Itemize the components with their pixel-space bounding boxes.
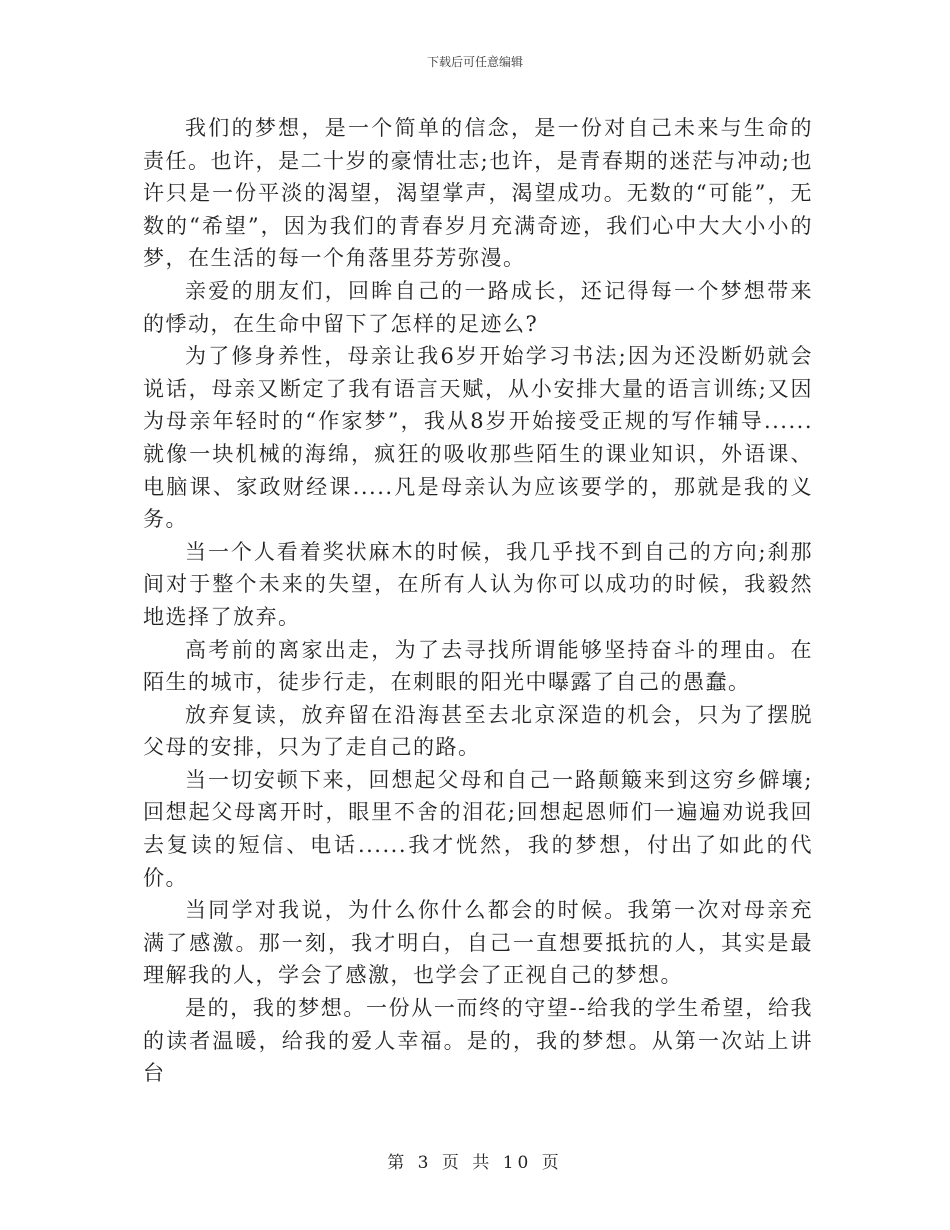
paragraph-6: 放弃复读，放弃留在沿海甚至去北京深造的机会，只为了摆脱父母的安排，只为了走自己的路。	[143, 702, 813, 760]
paragraph-2: 亲爱的朋友们，回眸自己的一路成长，还记得每一个梦想带来的悸动，在生命中留下了怎样的足迹么?	[143, 278, 813, 336]
page-number-footer: 第 3 页 共 10 页	[387, 1153, 563, 1173]
paragraph-5: 高考前的离家出走，为了去寻找所谓能够坚持奋斗的理由。在陌生的城市，徒步行走，在刺眼的阳光中曝露了自己的愚蠢。	[143, 637, 813, 695]
paragraph-7: 当一切安顿下来，回想起父母和自己一路颠簸来到这穷乡僻壤;回想起父母离开时，眼里不舍的泪花;回想起恩师们一遍遍劝说我回去复读的短信、电话......我才恍然，我的梦想，付出了如此的代价。	[143, 767, 813, 890]
paragraph-4: 当一个人看着奖状麻木的时候，我几乎找不到自己的方向;刹那间对于整个未来的失望，在所有人认为你可以成功的时候，我毅然地选择了放弃。	[143, 539, 813, 629]
paragraph-3: 为了修身养性，母亲让我6岁开始学习书法;因为还没断奶就会说话，母亲又断定了我有语言天赋，从小安排大量的语言训练;又因为母亲年轻时的“作家梦”，我从8岁开始接受正规的写作辅导......就像一块机械的海绵，疯狂的吸收那些陌生的课业知识，外语课、电脑课、家政财经课.....凡是母亲认为应该要学的，那就是我的义务。	[143, 344, 813, 532]
page-header-note: 下载后可任意编辑	[426, 55, 523, 69]
paragraph-1: 我们的梦想，是一个简单的信念，是一份对自己未来与生命的责任。也许，是二十岁的豪情壮志;也许，是青春期的迷茫与冲动;也许只是一份平淡的渴望，渴望掌声，渴望成功。无数的“可能”，无数的“希望”，因为我们的青春岁月充满奇迹，我们心中大大小小的梦，在生活的每一个角落里芬芳弥漫。	[143, 116, 813, 271]
paragraph-9: 是的，我的梦想。一份从一而终的守望--给我的学生希望，给我的读者温暖，给我的爱人幸福。是的，我的梦想。从第一次站上讲台	[143, 996, 813, 1086]
document-body	[143, 112, 813, 1090]
paragraph-8: 当同学对我说，为什么你什么都会的时候。我第一次对母亲充满了感激。那一刻，我才明白，自己一直想要抵抗的人，其实是最理解我的人，学会了感激，也学会了正视自己的梦想。	[143, 898, 813, 988]
